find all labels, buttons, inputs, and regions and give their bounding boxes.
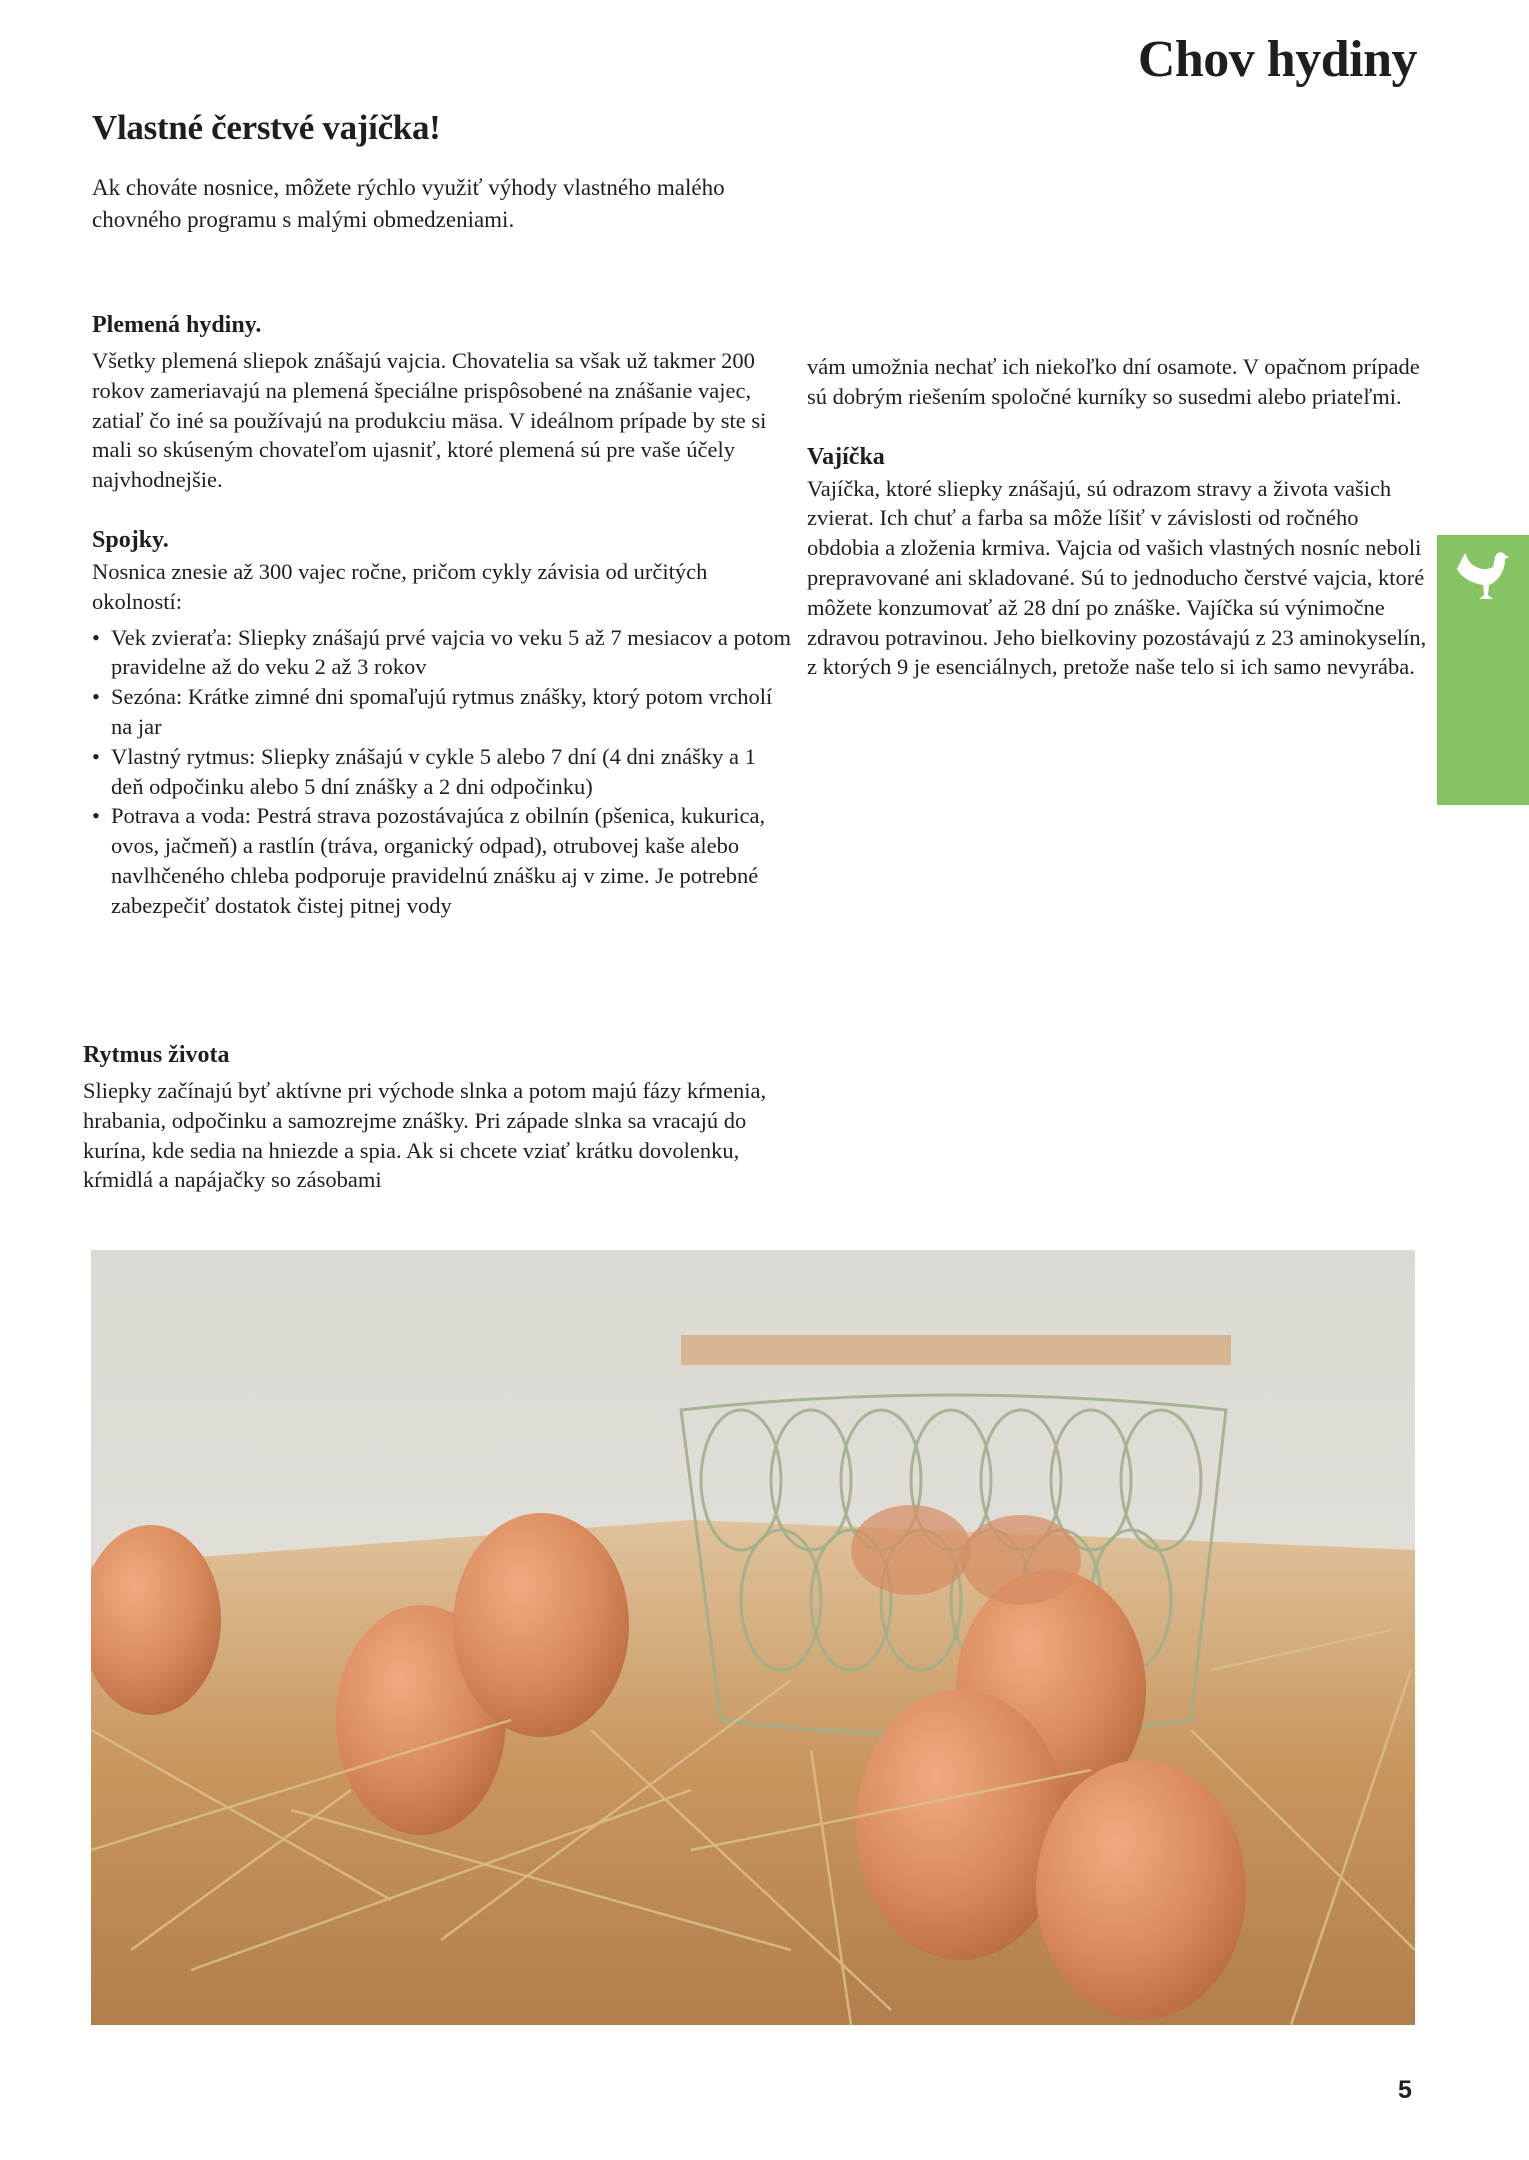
breeds-text: Všetky plemená sliepok znášajú vajcia. Chovatelia sa však už takmer 200 rokov zameriavajú na plemená špeciálne prispôsobené na znášanie vajec, zatiaľ čo iné sa používajú na produkciu mäsa. V ideálnom prípade by ste si mali so skúseným chovateľom ujasniť, ktoré plemená sú pre vaše účely najvhodnejšie. — [92, 348, 767, 493]
eggs-photo-illustration — [91, 1250, 1415, 2025]
page-number: 5 — [1398, 2076, 1412, 2104]
rhythm-text-continued: vám umožnia nechať ich niekoľko dní osamote. V opačnom prípade sú dobrým riešením spoločné kurníky so susedmi alebo priateľmi. — [807, 354, 1420, 409]
list-item: • Vlastný rytmus: Sliepky znášajú v cykle 5 alebo 7 dní (4 dni znášky a 1 deň odpočinku alebo 5 dní znášky a 2 dni odpočinku) — [92, 742, 792, 802]
breeds-heading: Plemená hydiny. — [92, 312, 262, 338]
clutches-text: Nosnica znesie až 300 vajec ročne, pričom cykly závisia od určitých okolností: — [92, 558, 708, 614]
eggs-heading: Vajíčka — [807, 443, 885, 470]
left-column — [92, 310, 792, 921]
left-column-bottom — [83, 1040, 783, 1195]
list-item: • Vek zvieraťa: Sliepky znášajú prvé vajcia vo veku 5 až 7 mesiacov a potom pravidelne až do veku 2 až 3 rokov — [92, 623, 792, 683]
right-column — [807, 352, 1427, 682]
page-heading: Vlastné čerstvé vajíčka! — [92, 108, 441, 147]
rhythm-text: Sliepky začínajú byť aktívne pri východe slnka a potom majú fázy kŕmenia, hrabania, odpočinku a samozrejme znášky. Pri západe slnka sa vracajú do kurína, kde sedia na hniezde a spia. Ak si chcete vziať krátku dovolenku, kŕmidlá a napájačky so zásobami — [83, 1078, 767, 1193]
intro-line: chovného programu s malými obmedzeniami. — [92, 207, 515, 232]
list-item: • Potrava a voda: Pestrá strava pozostávajúca z obilnín (pšenica, kukurica, ovos, jačmeň) a rastlín (tráva, organický odpad), otrubovej kaše alebo navlhčeného chleba podporuje pravidelnú znášku aj v zime. Je potrebné zabezpečiť dostatok čistej pitnej vody — [92, 801, 792, 920]
intro-paragraph — [92, 172, 812, 236]
intro-line: Ak chováte nosnice, môžete rýchlo využiť výhody vlastného malého — [92, 175, 725, 200]
chapter-tab — [1437, 535, 1529, 805]
eggs-text: Vajíčka, ktoré sliepky znášajú, sú odrazom stravy a života vašich zvierat. Ich chuť a farba sa môže líšiť v závislosti od ročného obdobia a zloženia krmiva. Vajcia od vašich vlastných nosníc neboli prepravované ani skladované. Sú to jednoducho čerstvé vajcia, ktoré môžete konzumovať až 28 dní po znáške. Vajíčka sú výnimočne zdravou potravinou. Jeho bielkoviny pozostávajú z 23 aminokyselín, z ktorých 9 je esenciálnych, pretože naše telo si ich samo nevyrába. — [807, 475, 1427, 680]
section-title: Chov hydiny — [1137, 31, 1417, 88]
clutches-heading: Spojky. — [92, 526, 169, 553]
clutches-list — [92, 623, 792, 921]
chicken-icon — [1455, 547, 1511, 605]
rhythm-heading: Rytmus života — [83, 1042, 230, 1068]
eggs-photo — [91, 1250, 1415, 2025]
list-item: • Sezóna: Krátke zimné dni spomaľujú rytmus znášky, ktorý potom vrcholí na jar — [92, 682, 792, 742]
